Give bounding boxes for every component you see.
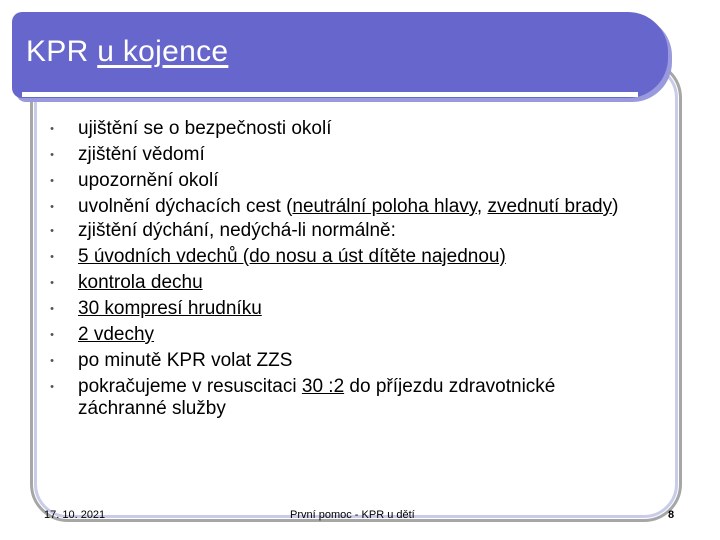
title-plain: KPR (26, 35, 98, 68)
bullet-dot-icon: • (50, 225, 54, 237)
bullet-item (46, 350, 646, 372)
bullet-text: , (476, 196, 488, 217)
bullet-dot-icon: • (50, 355, 54, 367)
slide-title (26, 32, 228, 72)
bullet-text: pokračujeme v resuscitaci (78, 376, 302, 397)
bullet-text: ujištění se o bezpečnosti okolí (78, 118, 332, 139)
bullet-dot-icon: • (50, 277, 54, 289)
bullet-item (46, 118, 646, 140)
title-rule (22, 92, 638, 97)
bullet-text-underlined: neutrální poloha hlavy (292, 196, 477, 217)
bullet-item (46, 196, 646, 218)
bullet-item (46, 324, 646, 346)
bullet-text: upozornění okolí (78, 170, 219, 191)
footer-date: 17. 10. 2021 (44, 509, 106, 521)
bullet-text: 2 vdechy (78, 324, 155, 345)
bullet-text: zjištění dýchání, nedýchá-li normálně: (78, 220, 396, 241)
bullet-dot-icon: • (50, 149, 54, 161)
title-underlined: u kojence (97, 35, 229, 68)
bullet-dot-icon: • (50, 123, 54, 135)
bullet-text-underlined: 30 :2 (301, 376, 345, 397)
bullet-text: kontrola dechu (78, 272, 203, 293)
bullet-dot-icon: • (50, 329, 54, 341)
bullet-text: po minutě KPR volat ZZS (78, 350, 293, 371)
bullet-list (46, 118, 646, 424)
bullet-item (46, 144, 646, 166)
footer-title: První pomoc - KPR u dětí (290, 509, 415, 521)
bullet-item (46, 170, 646, 192)
bullet-text: zjištění vědomí (78, 144, 205, 165)
bullet-dot-icon: • (50, 201, 54, 213)
bullet-text: 5 úvodních vdechů (do nosu a úst dítěte najednou) (78, 246, 506, 267)
bullet-item (46, 220, 646, 242)
bullet-item (46, 376, 646, 420)
bullet-item (46, 246, 646, 268)
bullet-item (46, 272, 646, 294)
bullet-dot-icon: • (50, 381, 54, 393)
bullet-text: uvolnění dýchacích cest ( (78, 196, 293, 217)
bullet-text-underlined: zvednutí brady (487, 196, 613, 217)
bullet-text: ) (612, 196, 619, 217)
bullet-dot-icon: • (50, 175, 54, 187)
page-number: 8 (668, 509, 675, 521)
bullet-dot-icon: • (50, 303, 54, 315)
bullet-item (46, 298, 646, 320)
bullet-text: do příjezdu zdravotnické záchranné služby (78, 376, 556, 419)
bullet-dot-icon: • (50, 251, 54, 263)
bullet-text: 30 kompresí hrudníku (78, 298, 262, 319)
